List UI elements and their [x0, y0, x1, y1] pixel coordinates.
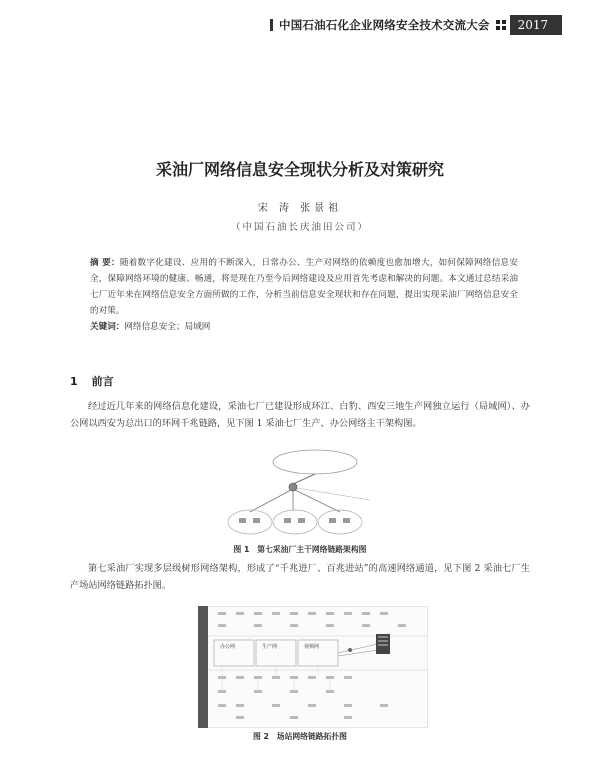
left-label-strip — [198, 606, 208, 728]
production-net-label: 生产网 — [262, 644, 278, 650]
switch-icon-mid-b — [298, 518, 305, 523]
header-bar-mark — [270, 19, 273, 31]
link-core-right — [295, 490, 340, 512]
office-net-label: 办公网 — [220, 644, 236, 650]
section-title: 前言 — [91, 375, 114, 388]
figure-2-topology-diagram — [198, 606, 428, 728]
abstract-label: 摘 要： — [90, 258, 120, 268]
paragraph-architecture: 第七采油厂实现多层级树形网络架构，形成了“千兆进厂、百兆进站”的高速网络通道，见下图 2 采油七厂生产场站网络链路拓扑图。 — [70, 563, 530, 591]
site-cloud-left — [228, 510, 272, 534]
switch-icon-mid-a — [284, 518, 291, 523]
server-stack-icon — [376, 634, 390, 654]
link-core-left — [250, 490, 291, 512]
figure-1-caption: 图 1 第七采油厂主干网络链路架构图 — [233, 545, 367, 554]
link-core-far — [297, 488, 370, 500]
topology-frame — [198, 606, 428, 728]
figure-2-caption: 图 2 场站网络链路拓扑图 — [253, 732, 347, 741]
switch-icon-left-b — [253, 518, 260, 523]
section-heading — [70, 373, 114, 389]
paper-affiliation: （中国石油长庆油田公司） — [230, 222, 369, 233]
paragraph-intro: 经过近几年来的网络信息化建设，采油七厂已建设形成环江、白豹、西安三地生产网独立运行（局域网）、办公网以西安为总出口的环网千兆链路，见下图 1 采油七厂生产、办公网络主干架构图。 — [70, 401, 530, 429]
aggregation-node-icon — [348, 648, 352, 652]
conference-name: 中国石油石化企业网络安全技术交流大会 — [279, 18, 490, 32]
keywords — [90, 320, 518, 332]
paper-authors: 宋 涛 张景祖 — [257, 203, 343, 214]
header-dots-icon — [496, 20, 506, 30]
keywords-text: 网络信息安全；局域网 — [124, 322, 211, 332]
running-header — [270, 14, 600, 36]
abstract-text: 随着数字化建设、应用的不断深入，日常办公、生产对网络的依赖度也愈加增大，如何保障网络信息安全，保障网络环境的健康、畅通，将是现在乃至今后网络建设及应用首先考虑和解决的问题。本文通过总结采油七厂近年来在网络信息安全方面所做的工作，分析当前信息安全现状和存在问题，提出实现采油厂网络信息安全的对策。 — [90, 258, 518, 316]
site-cloud-mid — [273, 510, 317, 534]
backbone-ring — [273, 450, 357, 474]
switch-icon-right-b — [343, 518, 350, 523]
section-number: 1 — [70, 375, 78, 388]
figure-1-network-diagram — [215, 440, 385, 540]
link-ring-core — [293, 474, 315, 484]
site-cloud-right — [318, 510, 362, 534]
switch-icon-left-a — [239, 518, 246, 523]
header-year: 2017 — [510, 15, 563, 35]
switch-icon-right-a — [329, 518, 336, 523]
video-net-label: 视频网 — [304, 644, 320, 650]
keywords-label: 关键词： — [90, 322, 125, 332]
abstract — [90, 255, 518, 319]
core-router-icon — [289, 483, 297, 491]
paper-title: 采油厂网络信息安全现状分析及对策研究 — [155, 160, 444, 179]
